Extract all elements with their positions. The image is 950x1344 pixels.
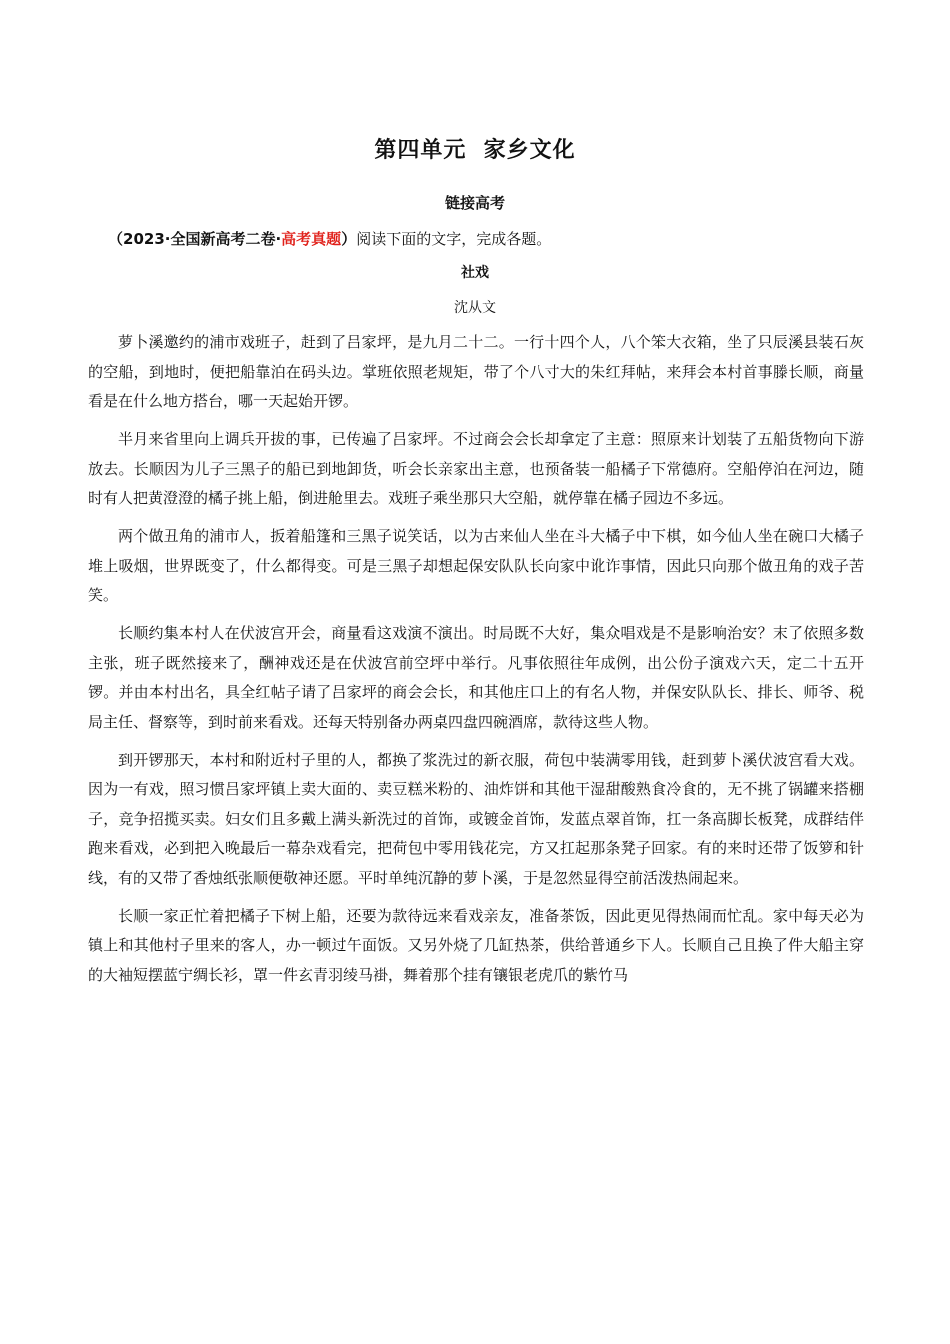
paragraph-4: 长顺约集本村人在伏波宫开会，商量看这戏演不演出。时局既不大好，集众唱戏是不是影响治安？末了依照多数主张，班子既然接来了，酬神戏还是在伏波宫前空坪中举行。凡事依照往年成例，出公份子演戏六天，定二十五开锣。并由本村出名，具全红帖子请了吕家坪的商会会长，和其他庄口上的有名人物，并保安队队长、排长、师爷、税局主任、督察等，到时前来看戏。还每天特别备办两桌四盘四碗酒席，款待这些人物。 <box>88 624 864 731</box>
source-line <box>108 228 551 249</box>
paragraph-2: 半月来省里向上调兵开拔的事，已传遍了吕家坪。不过商会会长却拿定了主意：照原来计划装了五船货物向下游放去。长顺因为儿子三黑子的船已到地卸货，听会长亲家出主意，也预备装一船橘子下常德府。空船停泊在河边，随时有人把黄澄澄的橘子挑上船，倒进舱里去。戏班子乘坐那只大空船，就停靠在橘子园边不多远。 <box>88 430 864 507</box>
source-instruction: 阅读下面的文字，完成各题。 <box>356 230 552 248</box>
source-close-paren: ） <box>341 230 357 248</box>
paragraph-5: 到开锣那天，本村和附近村子里的人，都换了浆洗过的新衣服，荷包中装满零用钱，赶到萝卜溪伏波宫看大戏。因为一有戏，照习惯吕家坪镇上卖大面的、卖豆糕米粉的、油炸饼和其他干湿甜酸熟食冷食的，无不挑了锅罐来搭棚子，竞争招揽买卖。妇女们且多戴上满头新洗过的首饰，或镀金首饰，发蓝点翠首饰，扛一条高脚长板凳，成群结伴跑来看戏，必到把入晚最后一幕杂戏看完，把荷包中零用钱花完，方又扛起那条凳子回家。有的来时还带了饭箩和针线，有的又带了香烛纸张顺便敬神还愿。平时单纯沉静的萝卜溪，于是忽然显得空前活泼热闹起来。 <box>88 750 864 887</box>
paragraph-1: 萝卜溪邀约的浦市戏班子，赶到了吕家坪，是九月二十二。一行十四个人，八个笨大衣箱，坐了只辰溪县装石灰的空船，到地时，便把船靠泊在码头边。掌班依照老规矩，带了个八寸大的朱红拜帖，来拜会本村首事滕长顺，商量看是在什么地方搭台，哪一天起始开锣。 <box>88 333 864 410</box>
source-tag: 高考真题 <box>281 230 342 248</box>
source-exam: 2023·全国新高考二卷· <box>123 230 282 248</box>
source-open-paren: （ <box>108 230 124 248</box>
paragraph-6: 长顺一家正忙着把橘子下树上船，还要为款待远来看戏亲友，准备茶饭，因此更见得热闹而忙乱。家中每天必为镇上和其他村子里来的客人，办一顿过午面饭。又另外烧了几缸热茶，供给普通乡下人。长顺自己且换了件大船主穿的大袖短摆蓝宁绸长衫，罩一件玄青羽绫马褂，舞着那个挂有镶银老虎爪的紫竹马 <box>88 906 864 984</box>
section-title: 链接高考 <box>444 194 505 212</box>
paragraph-3: 两个做丑角的浦市人，扳着船篷和三黑子说笑话，以为古来仙人坐在斗大橘子中下棋，如今仙人坐在碗口大橘子堆上吸烟，世界既变了，什么都得变。可是三黑子却想起保安队队长向家中讹诈事情，因此只向那个做丑角的戏子苦笑。 <box>88 527 864 604</box>
essay-author: 沈从文 <box>454 300 496 316</box>
essay-title: 社戏 <box>461 265 489 281</box>
essay-body <box>88 328 864 999</box>
unit-title: 第四单元 家乡文化 <box>374 138 576 163</box>
